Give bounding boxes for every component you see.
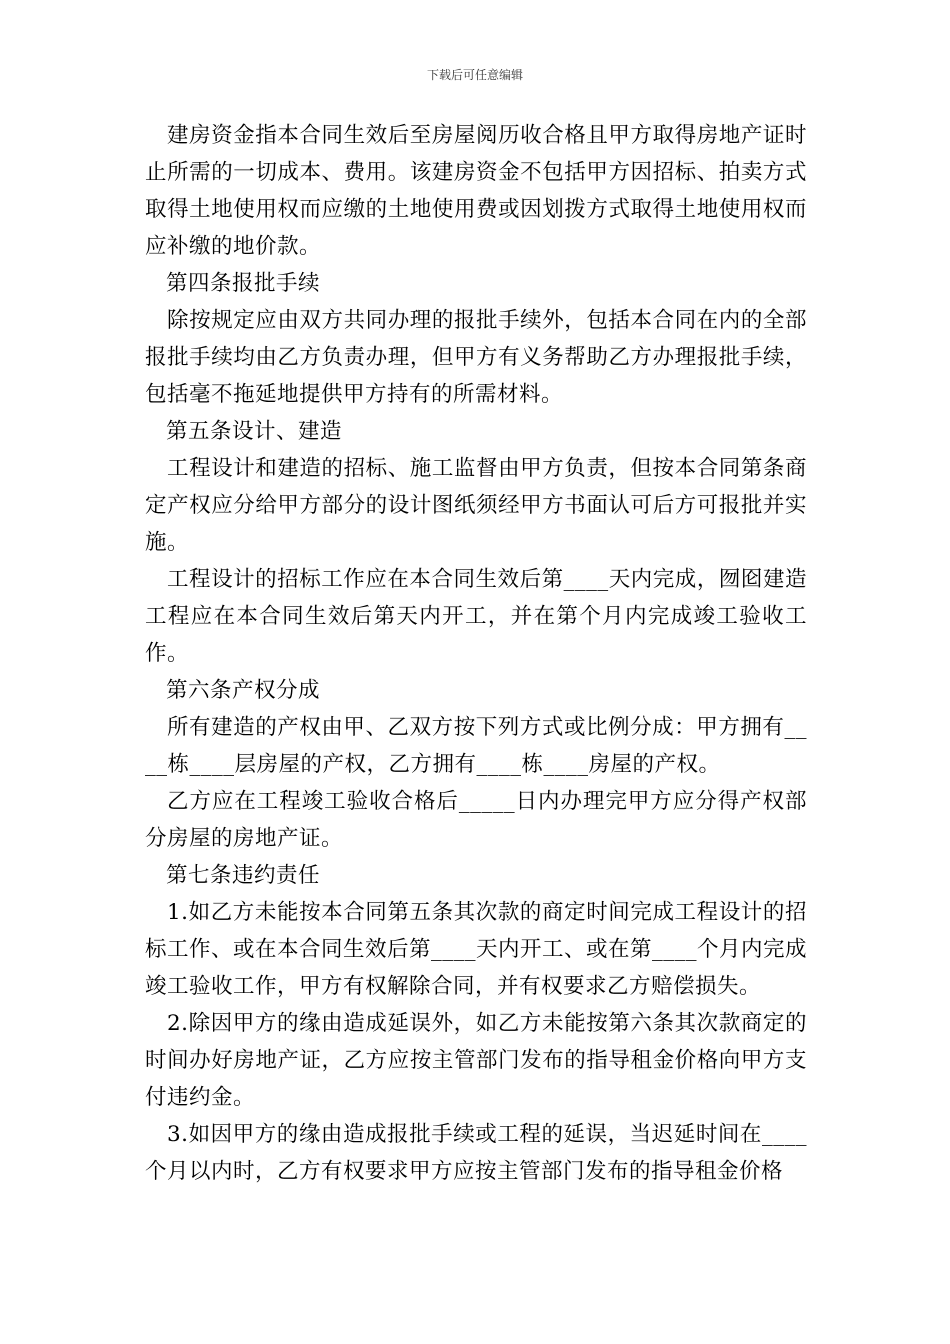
heading-article-5: 第五条设计、建造	[166, 419, 343, 444]
heading-article-6: 第六条产权分成	[166, 678, 321, 703]
page-header: 下载后可任意编辑	[426, 68, 523, 82]
paragraph-design-schedule: 工程设计的招标工作应在本合同生效后第____天内完成，囫囵建造工程应在本合同生效后第天内开工，并在第个月内完成竣工验收工作。	[145, 567, 807, 666]
paragraph-breach-1: 1.如乙方未能按本合同第五条其次款的商定时间完成工程设计的招标工作、或在本合同生效后第____天内开工、或在第____个月内完成竣工验收工作，甲方有权解除合同，并有权要求乙方赔偿损失。	[145, 900, 808, 999]
paragraph-breach-2: 2.除因甲方的缘由造成延误外，如乙方未能按第六条其次款商定的时间办好房地产证，乙方应按主管部门发布的指导租金价格向甲方支付违约金。	[145, 1011, 807, 1110]
paragraph-construction-funds: 建房资金指本合同生效后至房屋阅历收合格且甲方取得房地产证时止所需的一切成本、费用。该建房资金不包括甲方因招标、拍卖方式取得土地使用权而应缴的土地使用费或因划拨方式取得土地使用权而应补缴的地价款。	[145, 123, 807, 259]
heading-article-4: 第四条报批手续	[166, 271, 321, 296]
paragraph-design-tender: 工程设计和建造的招标、施工监督由甲方负责，但按本合同第条商定产权应分给甲方部分的设计图纸须经甲方书面认可后方可报批并实施。	[145, 456, 807, 555]
document-body	[145, 117, 807, 1190]
paragraph-property-certificate: 乙方应在工程竣工验收合格后_____日内办理完甲方应分得产权部分房屋的房地产证。	[145, 789, 807, 851]
paragraph-breach-3: 3.如因甲方的缘由造成报批手续或工程的延误，当迟延时间在____个月以内时，乙方有权要求甲方应按主管部门发布的指导租金价格	[145, 1122, 807, 1184]
paragraph-property-split: 所有建造的产权由甲、乙双方按下列方式或比例分成：甲方拥有____栋____层房屋的产权，乙方拥有____栋____房屋的产权。	[145, 715, 807, 777]
heading-article-7: 第七条违约责任	[166, 863, 321, 888]
paragraph-approval-procedures: 除按规定应由双方共同办理的报批手续外，包括本合同在内的全部报批手续均由乙方负责办理，但甲方有义务帮助乙方办理报批手续，包括毫不拖延地提供甲方持有的所需材料。	[145, 308, 807, 407]
